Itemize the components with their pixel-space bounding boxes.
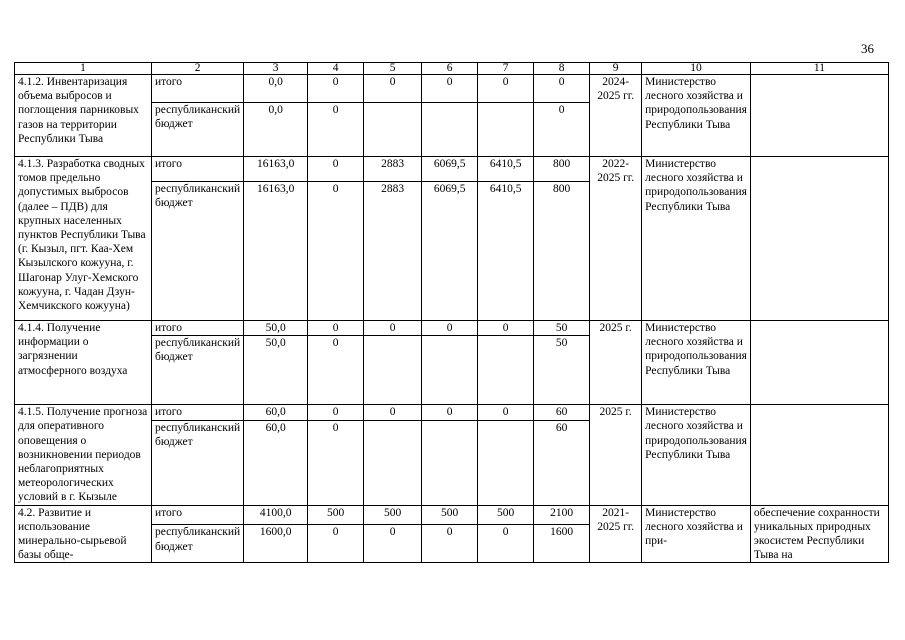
value-cell: 0 bbox=[422, 321, 478, 336]
value-cell: 60 bbox=[534, 420, 590, 505]
header-cell: 4 bbox=[308, 63, 364, 75]
value-cell: 0 bbox=[308, 75, 364, 103]
table-row bbox=[15, 405, 889, 421]
value-cell: 0 bbox=[478, 405, 534, 421]
value-cell: 0 bbox=[478, 321, 534, 336]
result-cell: обеспечение сохранности уникальных природных экосистем Республики Тыва на bbox=[750, 505, 888, 563]
period-cell: 2025 г. bbox=[590, 405, 642, 505]
value-cell bbox=[364, 336, 422, 405]
header-cell: 11 bbox=[750, 63, 888, 75]
header-cell: 7 bbox=[478, 63, 534, 75]
value-cell bbox=[422, 336, 478, 405]
funding-source: республиканский бюджет bbox=[152, 336, 244, 405]
header-cell: 3 bbox=[244, 63, 308, 75]
result-cell bbox=[750, 157, 888, 321]
result-cell bbox=[750, 321, 888, 405]
table-row bbox=[15, 157, 889, 182]
page-number: 36 bbox=[861, 41, 874, 56]
value-cell: 0,0 bbox=[244, 75, 308, 103]
value-cell: 800 bbox=[534, 157, 590, 182]
activity-name: 4.1.5. Получение прогноза для оперативного оповещения о возникновении периодов неблагоприятных метеорологических условий в г. Кызыле bbox=[15, 405, 152, 505]
value-cell bbox=[364, 420, 422, 505]
value-cell: 16163,0 bbox=[244, 157, 308, 182]
value-cell: 6410,5 bbox=[478, 182, 534, 321]
value-cell: 2883 bbox=[364, 182, 422, 321]
header-cell: 9 bbox=[590, 63, 642, 75]
value-cell: 800 bbox=[534, 182, 590, 321]
responsible-cell: Министерство лесного хозяйства и природопользования Республики Тыва bbox=[642, 405, 751, 505]
value-cell: 1600,0 bbox=[244, 525, 308, 563]
header-cell: 10 bbox=[642, 63, 751, 75]
period-cell: 2021-2025 гг. bbox=[590, 505, 642, 563]
value-cell: 60,0 bbox=[244, 420, 308, 505]
value-cell: 0 bbox=[364, 525, 422, 563]
funding-source: республиканский бюджет bbox=[152, 182, 244, 321]
value-cell: 500 bbox=[422, 505, 478, 525]
funding-source: итого bbox=[152, 405, 244, 421]
program-table bbox=[14, 62, 889, 563]
value-cell: 1600 bbox=[534, 525, 590, 563]
table-row bbox=[15, 321, 889, 336]
value-cell: 0 bbox=[308, 405, 364, 421]
value-cell: 60,0 bbox=[244, 405, 308, 421]
table-row bbox=[15, 505, 889, 525]
value-cell: 0 bbox=[534, 75, 590, 103]
responsible-cell: Министерство лесного хозяйства и природопользования Республики Тыва bbox=[642, 75, 751, 157]
value-cell: 2883 bbox=[364, 157, 422, 182]
value-cell: 0 bbox=[308, 420, 364, 505]
value-cell: 0 bbox=[308, 321, 364, 336]
header-cell: 6 bbox=[422, 63, 478, 75]
funding-source: итого bbox=[152, 505, 244, 525]
value-cell: 50,0 bbox=[244, 336, 308, 405]
value-cell: 500 bbox=[308, 505, 364, 525]
value-cell: 0 bbox=[364, 321, 422, 336]
value-cell: 6069,5 bbox=[422, 182, 478, 321]
value-cell: 0 bbox=[478, 75, 534, 103]
header-cell: 5 bbox=[364, 63, 422, 75]
header-cell: 8 bbox=[534, 63, 590, 75]
activity-name: 4.1.4. Получение информации о загрязнении атмосферного воздуха bbox=[15, 321, 152, 405]
header-row bbox=[15, 63, 889, 75]
value-cell bbox=[478, 420, 534, 505]
funding-source: республиканский бюджет bbox=[152, 103, 244, 157]
value-cell: 500 bbox=[364, 505, 422, 525]
value-cell: 0 bbox=[308, 103, 364, 157]
value-cell: 4100,0 bbox=[244, 505, 308, 525]
responsible-cell: Министерство лесного хозяйства и природопользования Республики Тыва bbox=[642, 157, 751, 321]
value-cell bbox=[478, 103, 534, 157]
table-row bbox=[15, 75, 889, 103]
value-cell: 0,0 bbox=[244, 103, 308, 157]
activity-name: 4.1.2. Инвентаризация объема выбросов и поглощения парниковых газов на территории Республики Тыва bbox=[15, 75, 152, 157]
value-cell: 0 bbox=[364, 75, 422, 103]
activity-name: 4.2. Развитие и использование минерально-сырьевой базы обще- bbox=[15, 505, 152, 563]
value-cell bbox=[364, 103, 422, 157]
value-cell: 50 bbox=[534, 321, 590, 336]
period-cell: 2024-2025 гг. bbox=[590, 75, 642, 157]
value-cell: 0 bbox=[308, 525, 364, 563]
funding-source: итого bbox=[152, 75, 244, 103]
value-cell: 500 bbox=[478, 505, 534, 525]
result-cell bbox=[750, 75, 888, 157]
period-cell: 2022-2025 гг. bbox=[590, 157, 642, 321]
value-cell bbox=[422, 420, 478, 505]
result-cell bbox=[750, 405, 888, 505]
activity-name: 4.1.3. Разработка сводных томов предельно допустимых выбросов (далее – ПДВ) для крупных населенных пунктов Республики Тыва (г. Кызыл, пгт. Каа-Хем Кызылского кожууна, г. Шагонар Улуг-Хемского кожууна, г. Чадан Дзун-Хемчикского кожууна) bbox=[15, 157, 152, 321]
responsible-cell: Министерство лесного хозяйства и природопользования Республики Тыва bbox=[642, 321, 751, 405]
header-cell: 1 bbox=[15, 63, 152, 75]
value-cell: 50 bbox=[534, 336, 590, 405]
value-cell: 0 bbox=[422, 405, 478, 421]
value-cell: 0 bbox=[364, 405, 422, 421]
value-cell: 6410,5 bbox=[478, 157, 534, 182]
value-cell: 6069,5 bbox=[422, 157, 478, 182]
value-cell: 0 bbox=[478, 525, 534, 563]
value-cell: 0 bbox=[308, 182, 364, 321]
funding-source: республиканский бюджет bbox=[152, 420, 244, 505]
value-cell bbox=[422, 103, 478, 157]
value-cell bbox=[478, 336, 534, 405]
funding-source: итого bbox=[152, 157, 244, 182]
value-cell: 16163,0 bbox=[244, 182, 308, 321]
value-cell: 60 bbox=[534, 405, 590, 421]
period-cell: 2025 г. bbox=[590, 321, 642, 405]
value-cell: 0 bbox=[422, 525, 478, 563]
funding-source: итого bbox=[152, 321, 244, 336]
header-cell: 2 bbox=[152, 63, 244, 75]
value-cell: 50,0 bbox=[244, 321, 308, 336]
value-cell: 0 bbox=[534, 103, 590, 157]
value-cell: 0 bbox=[422, 75, 478, 103]
value-cell: 2100 bbox=[534, 505, 590, 525]
responsible-cell: Министерство лесного хозяйства и при- bbox=[642, 505, 751, 563]
value-cell: 0 bbox=[308, 157, 364, 182]
funding-source: республиканский бюджет bbox=[152, 525, 244, 563]
value-cell: 0 bbox=[308, 336, 364, 405]
